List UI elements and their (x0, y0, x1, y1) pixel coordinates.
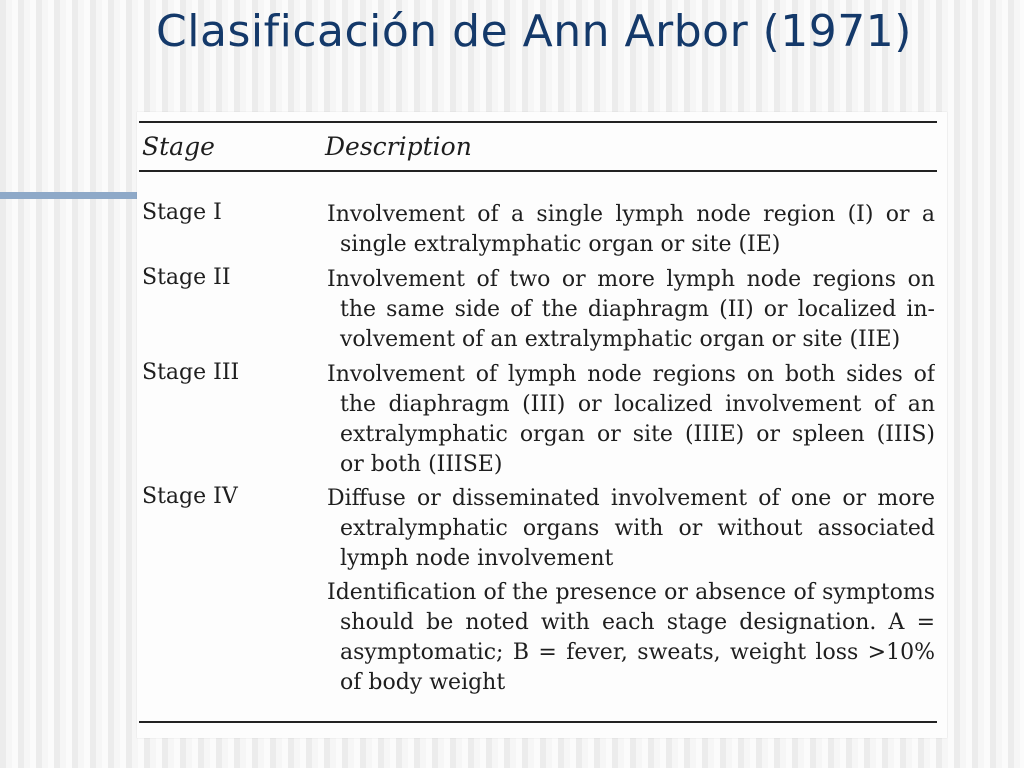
stage-label: Stage II (142, 265, 231, 290)
stage-description (327, 265, 935, 355)
description-line: the same side of the diaphragm (II) or localized in- (340, 297, 935, 322)
description-line: lymph node involvement (340, 546, 614, 571)
note-line: should be noted with each stage designation. A = (340, 610, 935, 635)
note-line: asymptomatic; B = fever, sweats, weight loss >10% (340, 640, 935, 665)
stage-label: Stage IV (142, 484, 238, 509)
stage-label: Stage I (142, 200, 222, 225)
table-bottom-rule (139, 721, 937, 723)
description-line: volvement of an extralymphatic organ or site (IIE) (340, 327, 901, 352)
stage-description (327, 360, 935, 480)
stage-label: Stage III (142, 360, 240, 385)
description-line: Involvement of two or more lymph node regions on (327, 267, 935, 292)
header-rule (139, 170, 937, 172)
header-stage: Stage (142, 132, 215, 161)
description-line: Involvement of lymph node regions on both sides of (327, 362, 935, 387)
description-line: single extralymphatic organ or site (IE) (340, 232, 781, 257)
symptoms-note (327, 578, 935, 698)
description-line: extralymphatic organs with or without associated (340, 516, 935, 541)
description-line: or both (IIISE) (340, 452, 503, 477)
description-line: Involvement of a single lymph node region (I) or a (327, 202, 935, 227)
header-description: Description (325, 132, 472, 161)
stage-description (327, 200, 935, 260)
accent-bar (0, 192, 137, 199)
note-line: Identification of the presence or absence of symptoms (327, 580, 935, 605)
staging-table (137, 112, 947, 738)
stage-description (327, 484, 935, 574)
description-line: the diaphragm (III) or localized involvement of an (340, 392, 935, 417)
slide-title: Clasificación de Ann Arbor (1971) (156, 6, 912, 57)
table-top-rule (139, 121, 937, 123)
note-line: of body weight (340, 670, 506, 695)
description-line: Diffuse or disseminated involvement of one or more (327, 486, 935, 511)
description-line: extralymphatic organ or site (IIIE) or spleen (IIIS) (340, 422, 935, 447)
